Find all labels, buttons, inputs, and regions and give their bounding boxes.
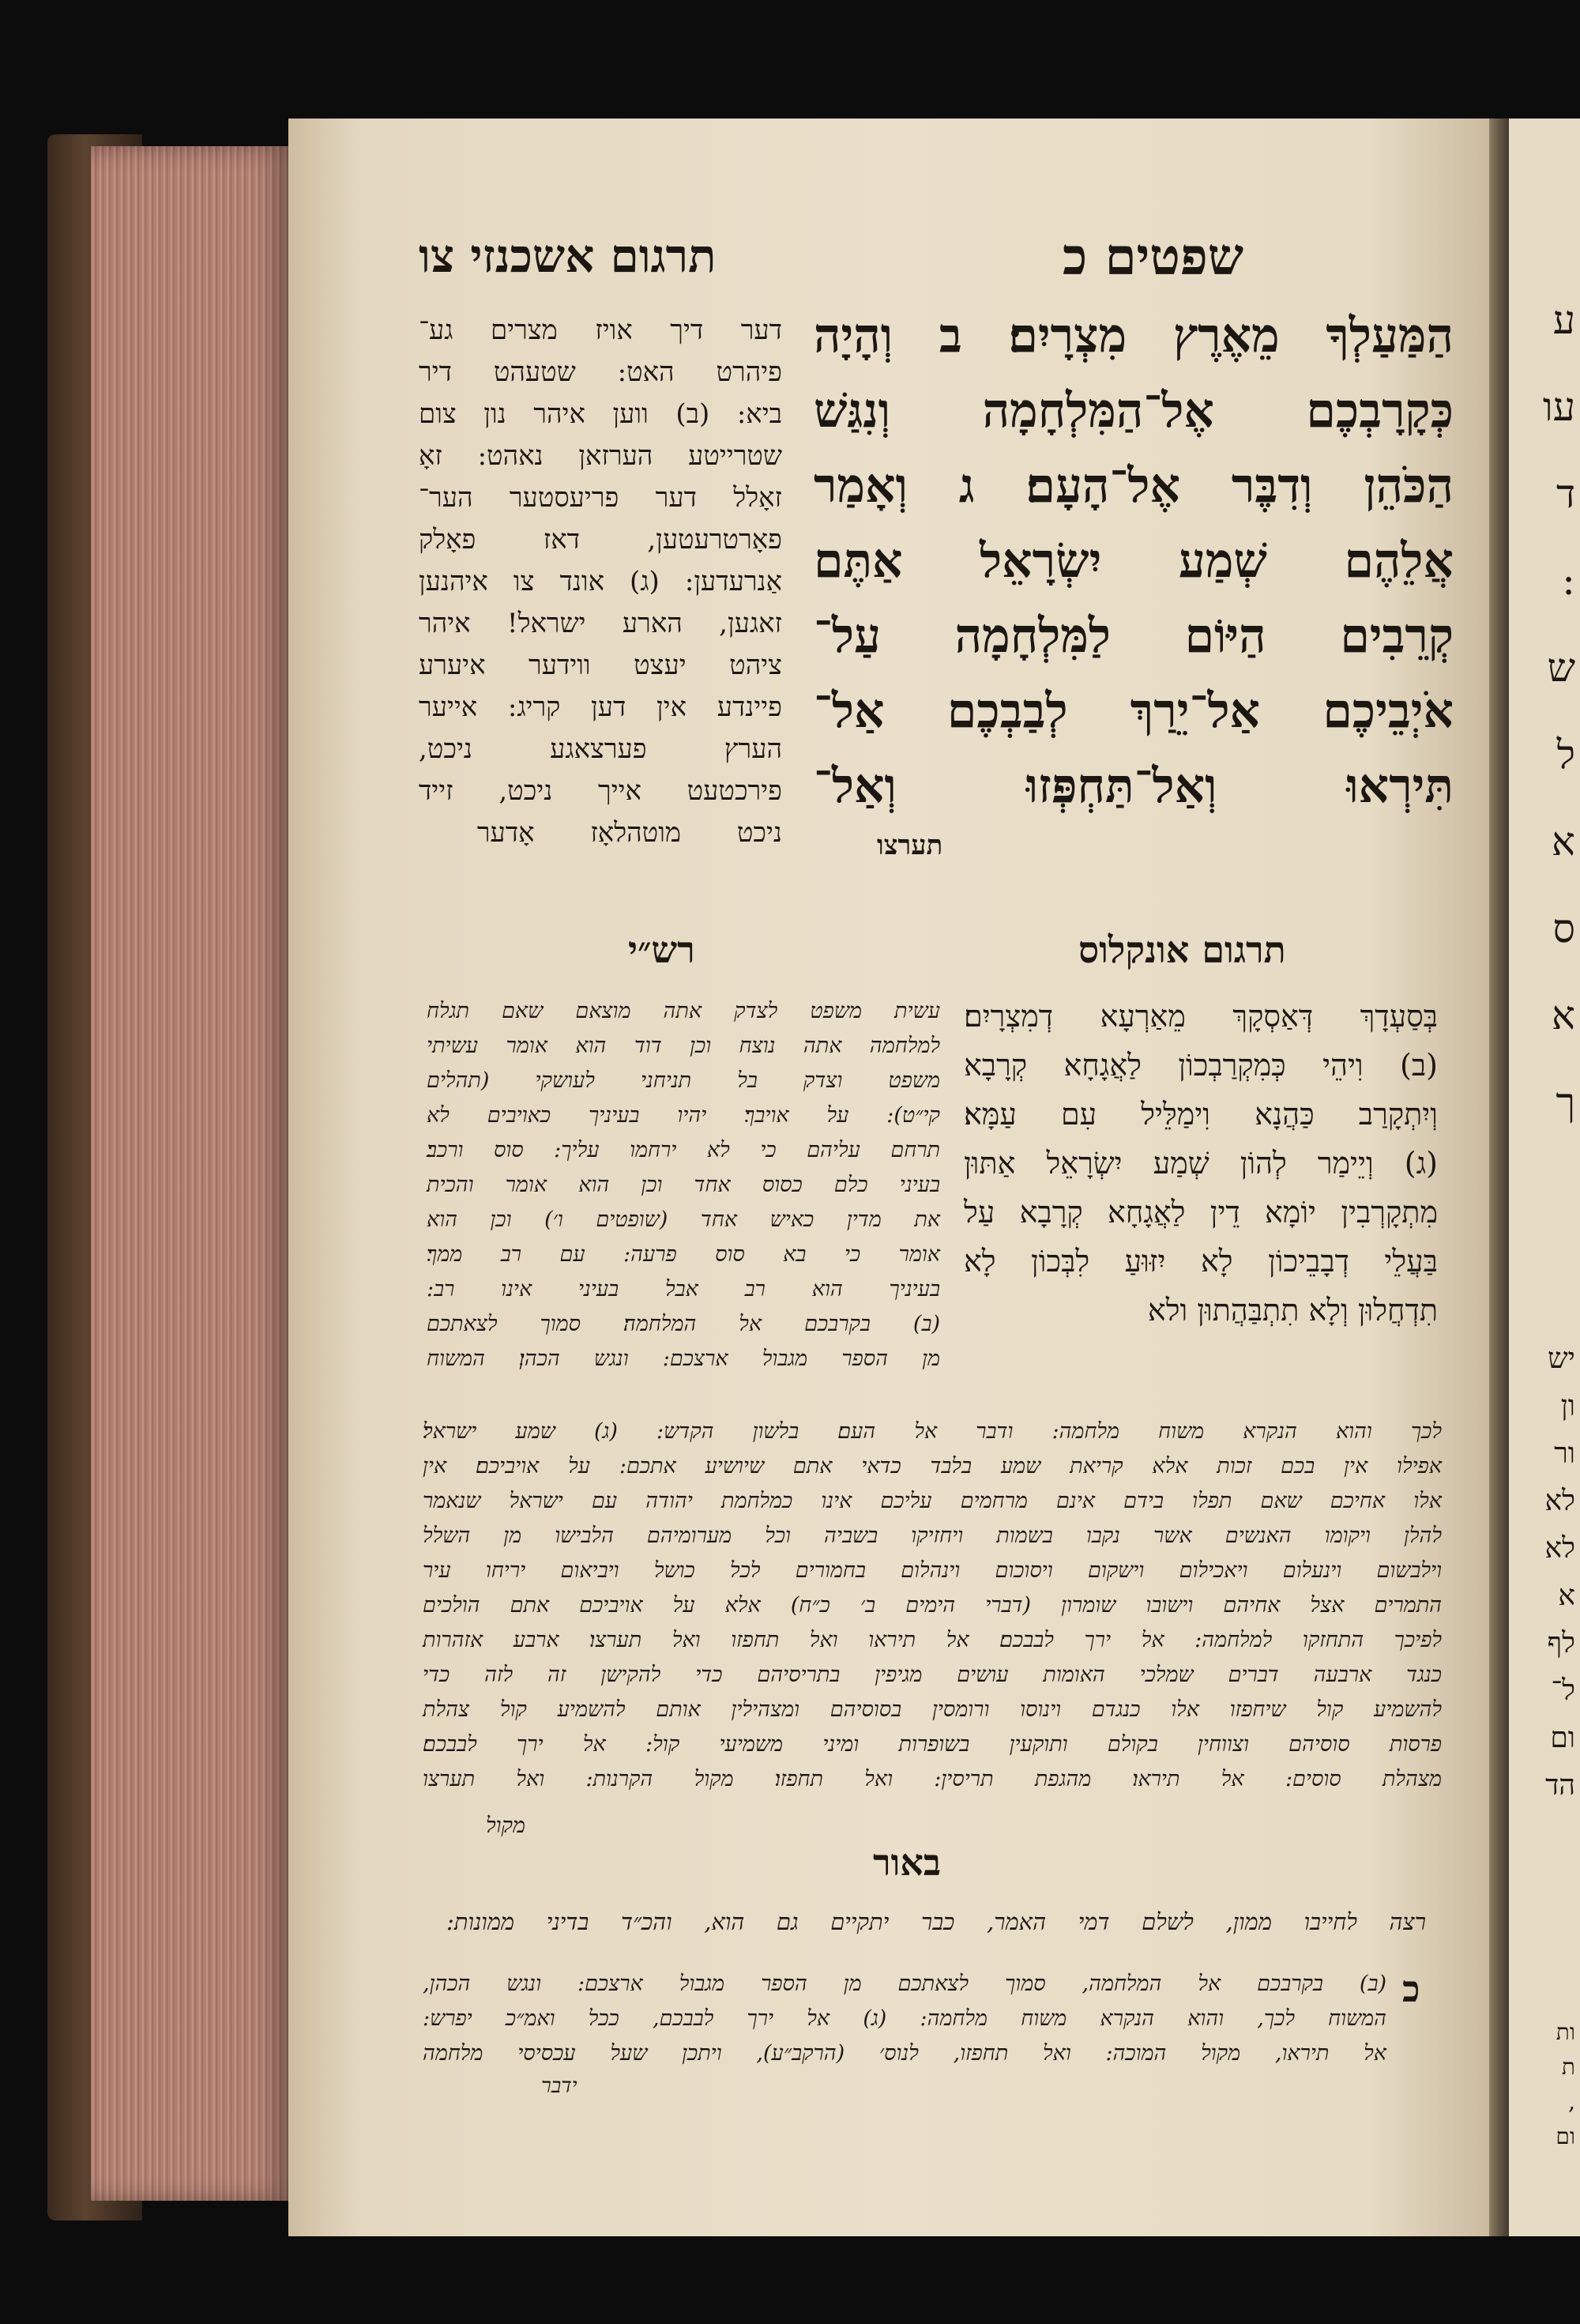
facing-fragment: לא	[1544, 1532, 1575, 1565]
facing-fragment: יש	[1548, 1343, 1575, 1375]
catchword: ידבר	[541, 2074, 577, 2098]
yiddish-line: זאָלל דער פריעסטער הער־	[419, 482, 782, 514]
facing-fragment: :	[1562, 558, 1575, 604]
facing-page-fragment	[1509, 119, 1580, 2236]
yiddish-line: פירכטעט אייך ניכט, זייד	[419, 775, 782, 807]
verse-line: קְרֵבִים הַיּוֹם לַמִּלְחָמָה עַל־	[814, 608, 1454, 664]
facing-fragment: ,	[1568, 2089, 1575, 2115]
facing-fragment: א	[1558, 1580, 1575, 1612]
header-left: תרגום אשכנזי צו	[419, 229, 717, 283]
rashi-line: בעיניך הוא רב אבל בעיני אינו רב:	[427, 1277, 940, 1301]
rashi-wide-line: לכך והוא הנקרא משוח מלחמה: ודבר אל העם׃ בלשון הקדש: (ג) שמע ישראל׃	[423, 1419, 1442, 1444]
facing-fragment: א	[1551, 819, 1575, 864]
facing-fragment: הד	[1544, 1769, 1575, 1802]
facing-fragment: ע	[1552, 297, 1575, 343]
facing-fragment: א	[1551, 993, 1575, 1038]
rashi-title: רש״י	[628, 928, 695, 971]
verse-line: הַמַּעַלְךָ מֵאֶרֶץ מִצְרָיִם׃ ב וְהָיָה	[814, 308, 1454, 363]
facing-fragment: ל־	[1551, 1674, 1575, 1707]
page-edges	[91, 146, 292, 2201]
onkelos-line: (ג) וְיֵימַר לְהוֹן שְׁמַע יִשְׂרָאֵל אַתּוּן	[964, 1146, 1438, 1181]
yiddish-line: שטרייטע הערזאן נאהט: זאָ	[419, 440, 782, 472]
verse-column	[814, 308, 1454, 877]
facing-fragment: ך	[1556, 1079, 1575, 1125]
biur-intro: רצה לחייבו ממון, לשלם דמי האמר, כבר יתקיים גם הוא, והכ״ד בדיני ממונות:	[446, 1908, 1426, 1935]
verse-last-word: תערצו	[877, 830, 943, 861]
rashi-wide-line: כנגד ארבעה דברים שמלכי האומות עושים מגיפין בתריסיהם כדי להקישן זה לזה כדי	[423, 1663, 1442, 1687]
facing-fragment: ס	[1552, 906, 1575, 951]
rashi-line: מן הספר מגבול ארצכם: ונגש הכהן׃ המשוח	[427, 1347, 940, 1371]
yiddish-line: ביא: (ב) ווען איהר נון צום	[419, 398, 782, 430]
verse-line: תִּירְאוּ וְאַל־תַּחְפְּזוּ וְאַל־	[814, 759, 1454, 814]
yiddish-line: פאָרטרעטען, דאז פאָלק	[419, 524, 782, 556]
rashi-wide-line: מצהלת סוסים: אל תיראו׃ מהגפת תריסין: ואל תחפזו׃ מקול הקרנות: ואל תערצו	[423, 1767, 1442, 1791]
rashi-line: בעיני כלם כסוס אחד וכן הוא אומר והכית	[427, 1173, 940, 1197]
rashi-wide-line: לפיכך התחזקו למלחמה: אל ירך לבבכם׃ אל תיראו ואל תחפזו ואל תערצו׃ ארבע אזהרות	[423, 1628, 1442, 1652]
facing-page-bottom-column	[1556, 2015, 1575, 2154]
facing-fragment: ת	[1561, 2054, 1575, 2080]
onkelos-line: תִדְחֲלוּן וְלָא תִתְבַּהֲתוּן ולא	[1147, 1293, 1438, 1328]
yiddish-line: ציהט יעצט ווידער איערע	[419, 650, 782, 681]
onkelos-column	[964, 992, 1438, 1339]
biur-chapter-marker: כ	[1402, 1968, 1420, 2010]
yiddish-line: פיינדע אין דען קריג: אייער	[419, 691, 782, 723]
rashi-wide-line: להשמיע קול שיחפזו אלו כנגדם וינוסו ורומסין בסוסיהם ומצהילין אותם להשמיע קול צהלת	[423, 1697, 1442, 1722]
rashi-line: משפט וצדק בל תניחני לעושקי (תהלים	[427, 1068, 940, 1093]
verse-line: אֲלֵהֶם שְׁמַע יִשְׂרָאֵל אַתֶּם	[814, 533, 1454, 589]
biur-title: באור	[873, 1841, 942, 1884]
yiddish-line: הערץ פערצאגע ניכט,	[419, 733, 782, 765]
biur-line: אל תיראו, מקול המוכה: ואל תחפזו, לנוס׳ (הרקב״ע), ויתכן שעל עכסיסי מלחמה	[423, 2041, 1386, 2066]
rashi-wide-line: אפילו אין בכם זכות אלא קריאת שמע בלבד כדאי אתם שיושיע אתכם: על אויביכם׃ אין	[423, 1454, 1442, 1478]
rashi-line: (ב) בקרבכם אל המלחמה׃ סמוך לצאתכם	[427, 1312, 940, 1336]
yiddish-line: ניכט מוטהלאָז אָדער	[476, 817, 782, 849]
onkelos-title: תרגום אונקלוס	[1078, 928, 1286, 971]
biur-line: המשוח לכך, והוא הנקרא משוח מלחמה: (ג) אל ירך לבבכם, ככל ואמ״כ יפרש:	[423, 2006, 1386, 2031]
facing-fragment: ום	[1550, 1722, 1575, 1754]
rashi-line: קי״ט): על אויבך׃ יהיו בעיניך כאויבים לא	[427, 1103, 940, 1128]
rashi-wide-line: וילבשום וינעלום ויאכילום וישקום ויסוכום וינהלום בחמורים לכל כושל ויביאום יריחו עיר	[423, 1558, 1442, 1583]
header-right: שפטים כ	[1063, 228, 1244, 287]
facing-fragment: לא	[1544, 1485, 1575, 1517]
facing-fragment: ור	[1554, 1437, 1575, 1470]
book-page	[288, 119, 1489, 2236]
verse-line: אֹיְבֵיכֶם אַל־יֵרַךְ לְבַבְכֶם אַל־	[814, 684, 1454, 739]
facing-page-mid-column	[1545, 1335, 1575, 1810]
onkelos-line: (ב) וִיהֵי כְּמִקְרַבְכוֹן לַאֲגָחָא קְרָבָא	[964, 1048, 1438, 1083]
onkelos-line: מִתְקָרְבִין יוֹמָא דֵין לַאֲגָחָא קְרָבָא עַל	[964, 1195, 1438, 1230]
facing-fragment: ום	[1556, 2123, 1575, 2149]
rashi-line: למלחמה אתה נוצח וכן דוד הוא אומר עשיתי	[427, 1034, 940, 1058]
yiddish-line: דער דיך אויז מצרים גע־	[419, 315, 782, 346]
verse-line: הַכֹּהֵן וְדִבֶּר אֶל־הָעָם׃ ג וְאָמַר	[814, 458, 1454, 514]
facing-fragment: ל	[1556, 732, 1575, 778]
onkelos-line: וְיִתְקָרַב כַּהֲנָא וִימַלֵּיל עִם עַמָּא׃	[964, 1097, 1438, 1132]
onkelos-line: בַּעֲלֵי דְבָבֵיכוֹן לָא יִזּוּעַ לִבְּכוֹן לָא	[964, 1244, 1438, 1279]
facing-page-top-column	[1543, 277, 1575, 1146]
onkelos-line: בְּסַעְדָךְ דְּאַסְקָךְ מֵאַרְעָא דְמִצְרָיִם׃	[964, 999, 1438, 1034]
biur-line: (ב) בקרבכם אל המלחמה, סמוך לצאתכם מן הספר מגבול ארצכם: ונגש הכהן,	[423, 1972, 1386, 1996]
biur-column	[423, 1968, 1386, 2078]
yiddish-column	[419, 312, 782, 849]
rashi-wide-line: אלו אחיכם שאם תפלו בידם אינם מרחמים עליכם אינו כמלחמת יהודה עם ישראל שנאמר	[423, 1489, 1442, 1513]
facing-fragment: עו	[1542, 384, 1575, 430]
rashi-tail: מקול	[486, 1814, 525, 1838]
facing-fragment: לף	[1547, 1627, 1575, 1659]
facing-fragment: ון	[1560, 1390, 1575, 1422]
rashi-wide-line: להלן ויקומו האנשים אשר נקבו בשמות ויחזיקו בשביה וכל מערומיהם הלבישו מן השלל	[423, 1524, 1442, 1548]
rashi-wide-line: פרסות סוסיהם וצווחין בקולם ותוקעין בשופרות ומיני משמיעי קול: אל ירך לבבכם׃	[423, 1732, 1442, 1757]
yiddish-line: זאגען, הארע ישראל! איהר	[419, 608, 782, 639]
verse-line: כְּקָרָבְכֶם אֶל־הַמִּלְחָמָה וְנִגַּשׁ	[814, 383, 1454, 439]
rashi-line: אומר כי בא סוס פרעה: עם רב ממך׃	[427, 1242, 940, 1267]
rashi-column	[427, 994, 940, 1381]
rashi-line: את מדין כאיש אחד (שופטים ו׳) וכן הוא	[427, 1207, 940, 1232]
rashi-wide-line: התמרים אצל אחיהם וישובו שומרון (דברי הימים ב׳ כ״ח) אלא על אויביכם אתם הולכים	[423, 1593, 1442, 1618]
rashi-line: עשית משפט לצדק אתה מוצאם שאם תגלח	[427, 999, 940, 1023]
yiddish-line: פיהרט האט: שטעהט דיר	[419, 356, 782, 388]
rashi-line: תרחם עליהם כי לא ירחמו עליך: סוס ורכב׃	[427, 1138, 940, 1162]
yiddish-line: אַנרעדען: (ג) אונד צו איהנען	[419, 566, 782, 597]
facing-fragment: ש	[1547, 645, 1575, 691]
rashi-wide-block	[423, 1414, 1442, 1810]
facing-fragment: ד	[1556, 471, 1575, 517]
facing-fragment: ות	[1556, 2019, 1575, 2045]
